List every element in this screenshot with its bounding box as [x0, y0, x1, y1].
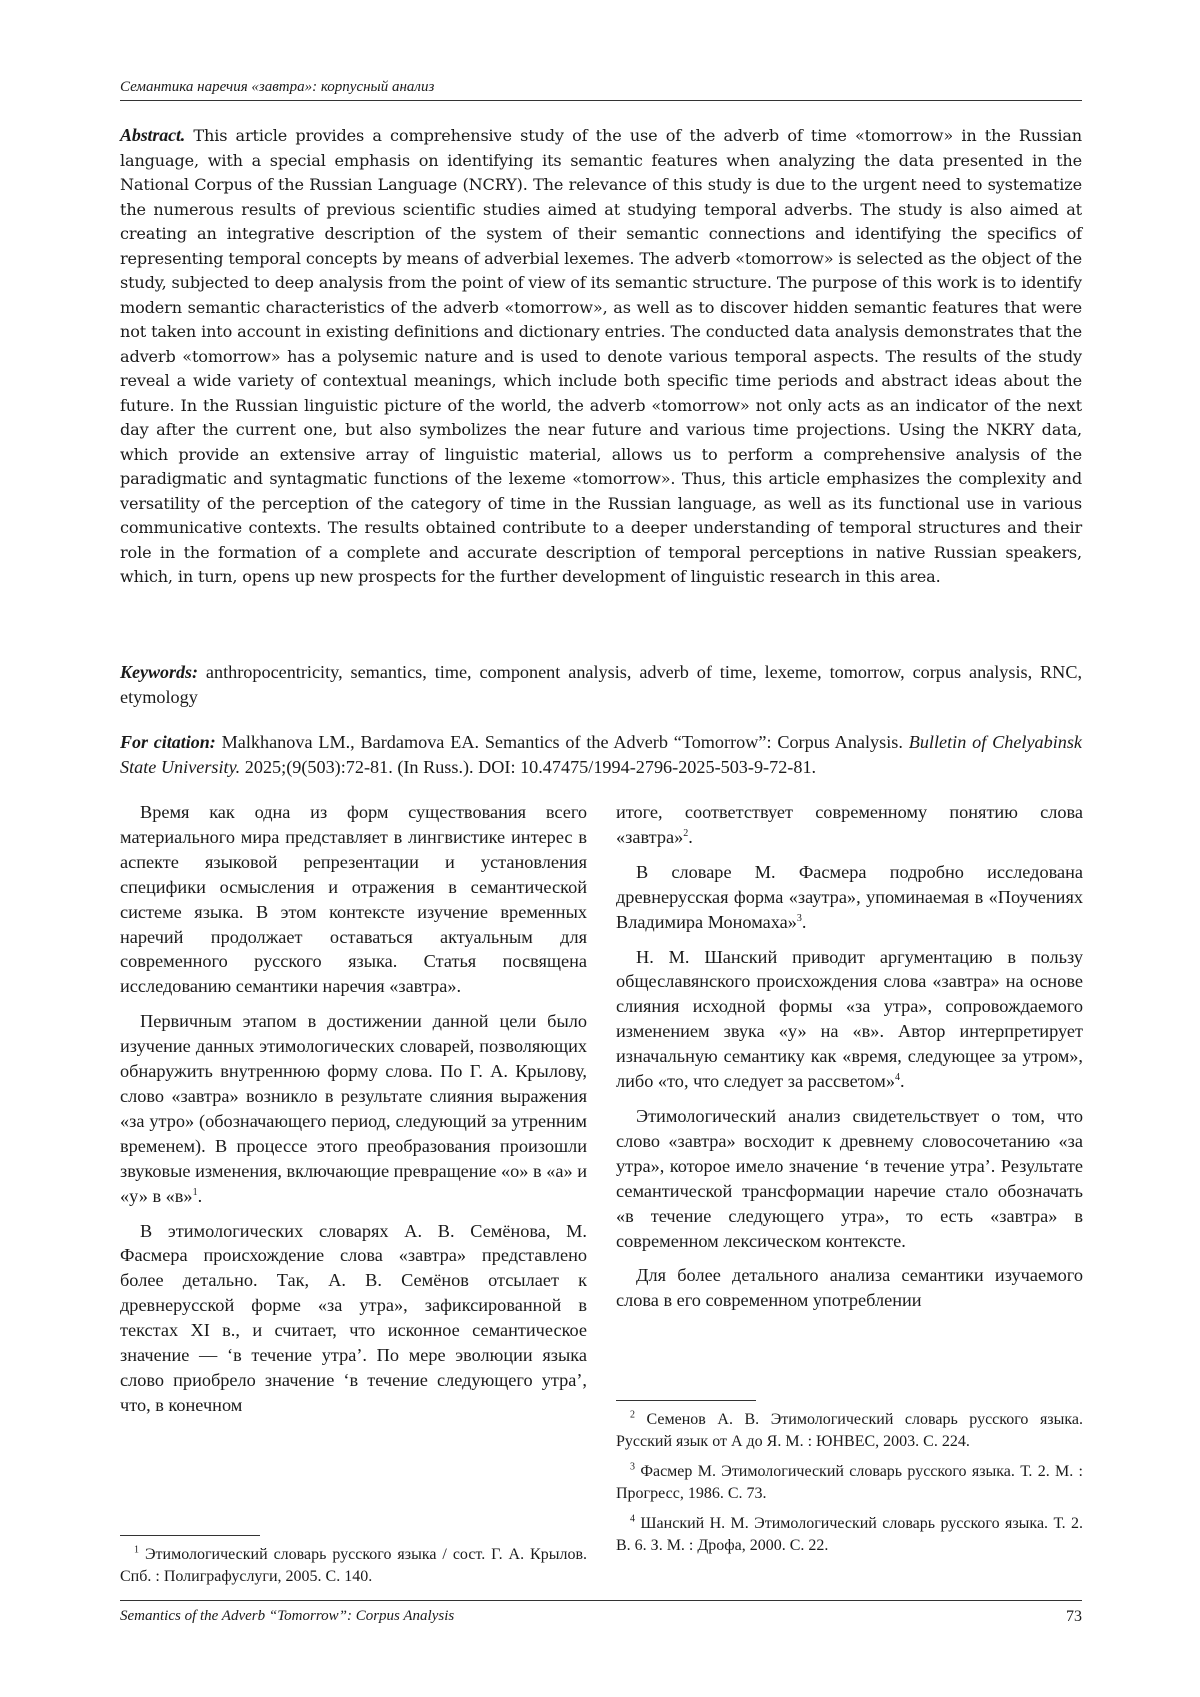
keywords-text: anthropocentricity, semantics, time, component analysis, adverb of time, lexeme, tomorrow, corpus analysis, RNC, etymology [120, 662, 1082, 707]
citation-authors-title: Malkhanova LM., Bardamova EA. Semantics of the Adverb “Tomorrow”: Corpus Analysis. [215, 732, 909, 752]
citation [120, 730, 1082, 779]
footnote-number: 4 [630, 1513, 635, 1525]
running-header: Семантика наречия «завтра»: корпусный анализ [120, 79, 1082, 101]
journal-page [120, 0, 1082, 1697]
body-paragraph: Для более детального анализа семантики изучаемого слова в его современном употреблении [616, 1265, 1083, 1311]
footnote-rule [616, 1400, 756, 1401]
abstract [120, 123, 1082, 590]
footnote-number: 2 [630, 1409, 635, 1421]
citation-details: 2025;(9(503):72-81. (In Russ.). DOI: 10.47475/1994-2796-2025-503-9-72-81. [240, 756, 817, 777]
footnote: $^4$ Шанский Н. М. Этимологический словарь русского языка. Т. 2. В. 6. З. М. : Дрофа, 2000. С. 22. [616, 1513, 1084, 1554]
citation-label: For citation: [120, 732, 216, 752]
abstract-label: Abstract. [120, 125, 186, 145]
body-paragraph: В этимологических словарях А. В. Семёнова, М. Фасмера происхождение слова «завтра» представлено более детально. Так, А. В. Семёнов отсылает к древнерусской форме «за утра», зафиксированной в текстах XI в., и считает, что исконное семантическое значение — ‘в течение утра’. По мере эволюции языка слово приобрело значение ‘в течение следующего утра’, что, в конечном [120, 1220, 587, 1415]
footnote-rule [120, 1535, 260, 1536]
body-column-right [616, 800, 1083, 1323]
body-paragraph: итоге, соответствует современному понятию слова «завтра»$^2$. [616, 802, 1083, 847]
footnote-ref[interactable]: 4 [895, 1071, 901, 1083]
footnote-ref[interactable]: 2 [683, 827, 689, 839]
footnote: $^2$ Семенов А. В. Этимологический словарь русского языка. Русский язык от А до Я. М. : ЮНВЕС, 2003. С. 224. [616, 1409, 1084, 1450]
footnotes-left [120, 1535, 587, 1588]
body-paragraph: В словаре М. Фасмера подробно исследована древнерусская форма «заутра», упоминаемая в «Поучениях Владимира Мономаха»$^3$. [616, 861, 1083, 932]
footer-title: Semantics of the Adverb “Tomorrow”: Corpus Analysis [120, 1608, 455, 1624]
body-paragraph: Время как одна из форм существования всего материального мира представляет в лингвистике интерес в аспекте языковой репрезентации и установления специфики осмысления и отражения в семантической системе языка. В этом контексте изучение временных наречий продолжает оставаться актуальным для современного русского языка. Статья посвящена исследованию семантики наречия «завтра». [120, 802, 587, 997]
footnote: $^3$ Фасмер М. Этимологический словарь русского языка. Т. 2. М. : Прогресс, 1986. С. 73. [616, 1461, 1084, 1502]
citation-journal: Bulletin of Chelyabinsk State University. [120, 732, 1083, 777]
keywords [120, 660, 1082, 709]
page-number: 73 [1066, 1608, 1082, 1625]
footnote-ref[interactable]: 3 [796, 912, 802, 924]
footnote-ref[interactable]: 1 [192, 1186, 198, 1198]
keywords-label: Keywords: [120, 662, 198, 682]
footnote-number: 1 [134, 1544, 139, 1556]
body-paragraph: Первичным этапом в достижении данной цели было изучение данных этимологических словарей, позволяющих обнаружить внутреннюю форму слова. По Г. А. Крылову, слово «завтра» возникло в результате слияния выражения «за утро» (обозначающего период, следующий за утренним временем). В процессе этого преобразования произошли звуковые изменения, включающие превращение «о» в «а» и «у» в «в»$^1$. [120, 1011, 587, 1206]
running-footer [120, 1600, 1082, 1625]
footnote-number: 3 [630, 1461, 635, 1473]
body-paragraph: Этимологический анализ свидетельствует о том, что слово «завтра» восходит к древнему словосочетанию «за утра», которое имело значение ‘в течение утра’. Результате семантической трансформации наречие стало обозначать «в течение следующего утра», то есть «завтра» в современном лексическом контексте. [616, 1105, 1083, 1251]
abstract-text: This article provides a comprehensive study of the use of the adverb of time «tomorrow» in the Russian language, with a special emphasis on identifying its semantic features when analyzing the data presented in the National Corpus of the Russian Language (NCRY). The relevance of this study is due to the urgent need to systematize the numerous results of previous scientific studies aimed at studying temporal adverbs. The study is also aimed at creating an integrative description of the system of their semantic connections and identifying the specifics of representing temporal concepts by means of adverbial lexemes. The adverb «tomorrow» is selected as the object of the study, subjected to deep analysis from the point of view of its semantic structure. The purpose of this work is to identify modern semantic characteristics of the adverb «tomorrow», as well as to discover hidden semantic features that were not taken into account in existing definitions and dictionary entries. The conducted data analysis demonstrates that the adverb «tomorrow» has a polysemic nature and is used to denote various temporal aspects. The results of the study reveal a wide variety of contextual meanings, which include both specific time periods and abstract ideas about the future. In the Russian linguistic picture of the world, the adverb «tomorrow» not only acts as an indicator of the next day after the current one, but also symbolizes the near future and various time projections. Using the NKRY data, which provide an extensive array of linguistic material, allows us to perform a comprehensive analysis of the paradigmatic and syntagmatic functions of the lexeme «tomorrow». Thus, this article emphasizes the complexity and versatility of the perception of the category of time in the Russian language, as well as its functional use in various communicative contexts. The results obtained contribute to a deeper understanding of temporal structures and their role in the formation of a complete and accurate description of temporal perceptions in native Russian speakers, which, in turn, opens up new prospects for the further development of linguistic research in this area. [120, 126, 1082, 586]
body-column-left [120, 800, 587, 1428]
body-paragraph: Н. М. Шанский приводит аргументацию в пользу общеславянского происхождения слова «завтра» на основе слияния исходной формы «за утра», сопровождаемого изменением звука «у» на «в». Автор интерпретирует изначальную семантику как «время, следующее за утром», либо «то, что следует за рассветом»$^4$. [616, 946, 1083, 1092]
footnote: $^1$ Этимологический словарь русского языка / сост. Г. А. Крылов. Спб. : Полиграфуслуги, 2005. С. 140. [120, 1544, 588, 1585]
footnotes-right [616, 1400, 1083, 1557]
